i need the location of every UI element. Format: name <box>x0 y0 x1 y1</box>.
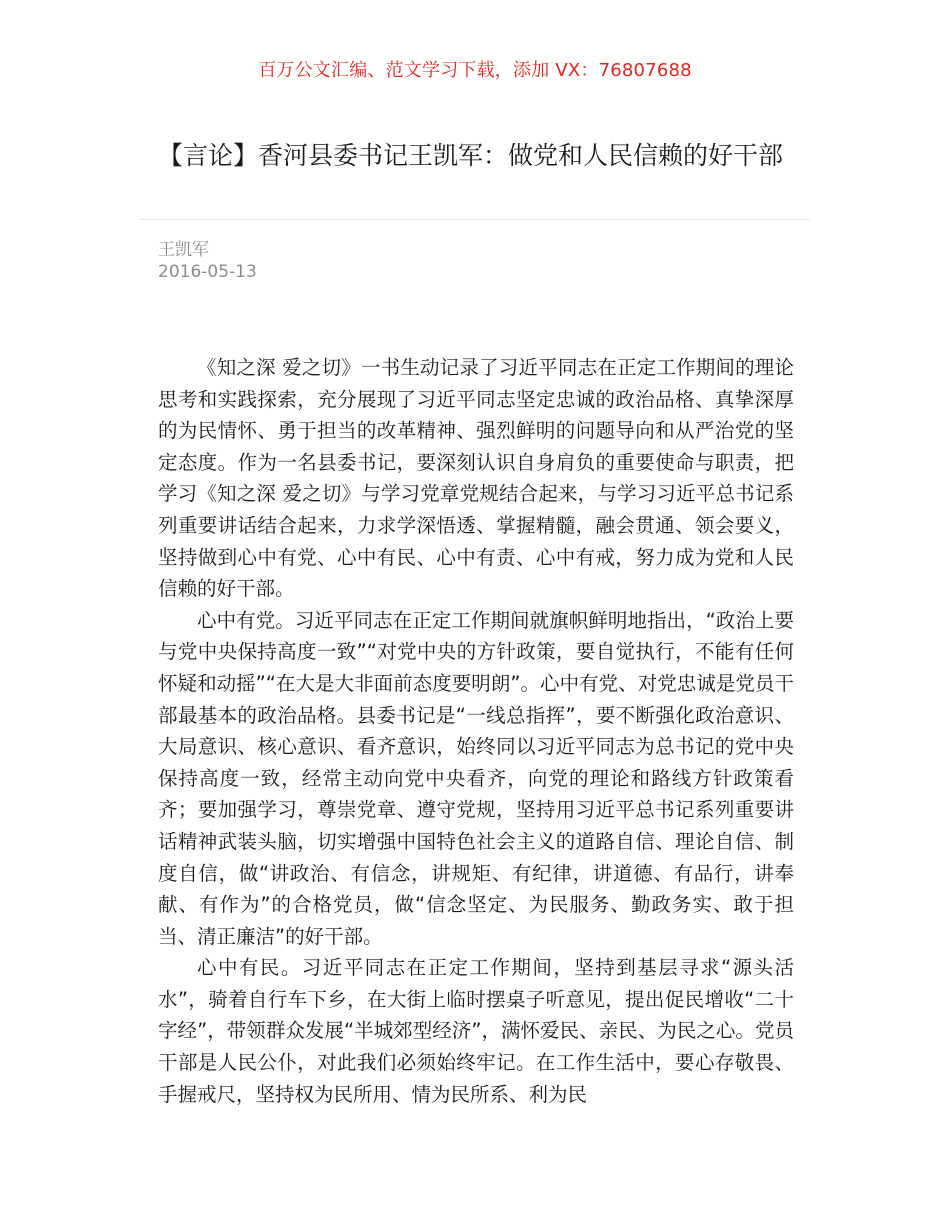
title-divider <box>140 219 810 220</box>
promo-banner: 百万公文汇编、范文学习下载，添加 VX：76807688 <box>258 60 692 81</box>
article-date: 2016-05-13 <box>158 262 257 282</box>
body-paragraph: 心中有党。习近平同志在正定工作期间就旗帜鲜明地指出，“政治上要与党中央保持高度一致”“对党中央的方针政策，要自觉执行，不能有任何怀疑和动摇”“在大是大非面前态度要明朗”。心中有党、对党忠诚是党员干部最基本的政治品格。县委书记是“一线总指挥”，要不断强化政治意识、大局意识、核心意识、看齐意识，始终同以习近平同志为总书记的党中央保持高度一致，经常主动向党中央看齐，向党的理论和路线方针政策看齐；要加强学习，尊崇党章、遵守党规，坚持用习近平总书记系列重要讲话精神武装头脑，切实增强中国特色社会主义的道路自信、理论自信、制度自信，做“讲政治、有信念，讲规矩、有纪律，讲道德、有品行，讲奉献、有作为”的合格党员，做“信念坚定、为民服务、勤政务实、敢于担当、清正廉洁”的好干部。 <box>158 608 794 948</box>
article-title: 【言论】香河县委书记王凯军：做党和人民信赖的好干部 <box>158 141 784 170</box>
article-author: 王凯军 <box>158 240 209 260</box>
article-body <box>158 352 794 1110</box>
body-paragraph: 心中有民。习近平同志在正定工作期间，坚持到基层寻求“源头活水”，骑着自行车下乡，在大街上临时摆桌子听意见，提出促民增收“二十字经”，带领群众发展“半城郊型经济”，满怀爱民、亲民、为民之心。党员干部是人民公仆，对此我们必须始终牢记。在工作生活中，要心存敬畏、手握戒尺，坚持权为民所用、情为民所系、利为民 <box>158 956 794 1106</box>
body-paragraph: 《知之深 爱之切》一书生动记录了习近平同志在正定工作期间的理论思考和实践探索，充分展现了习近平同志坚定忠诚的政治品格、真挚深厚的为民情怀、勇于担当的改革精神、强烈鲜明的问题导向和从严治党的坚定态度。作为一名县委书记，要深刻认识自身肩负的重要使命与职责，把学习《知之深 爱之切》与学习党章党规结合起来，与学习习近平总书记系列重要讲话结合起来，力求学深悟透、掌握精髓，融会贯通、领会要义，坚持做到心中有党、心中有民、心中有责、心中有戒，努力成为党和人民信赖的好干部。 <box>158 356 794 601</box>
